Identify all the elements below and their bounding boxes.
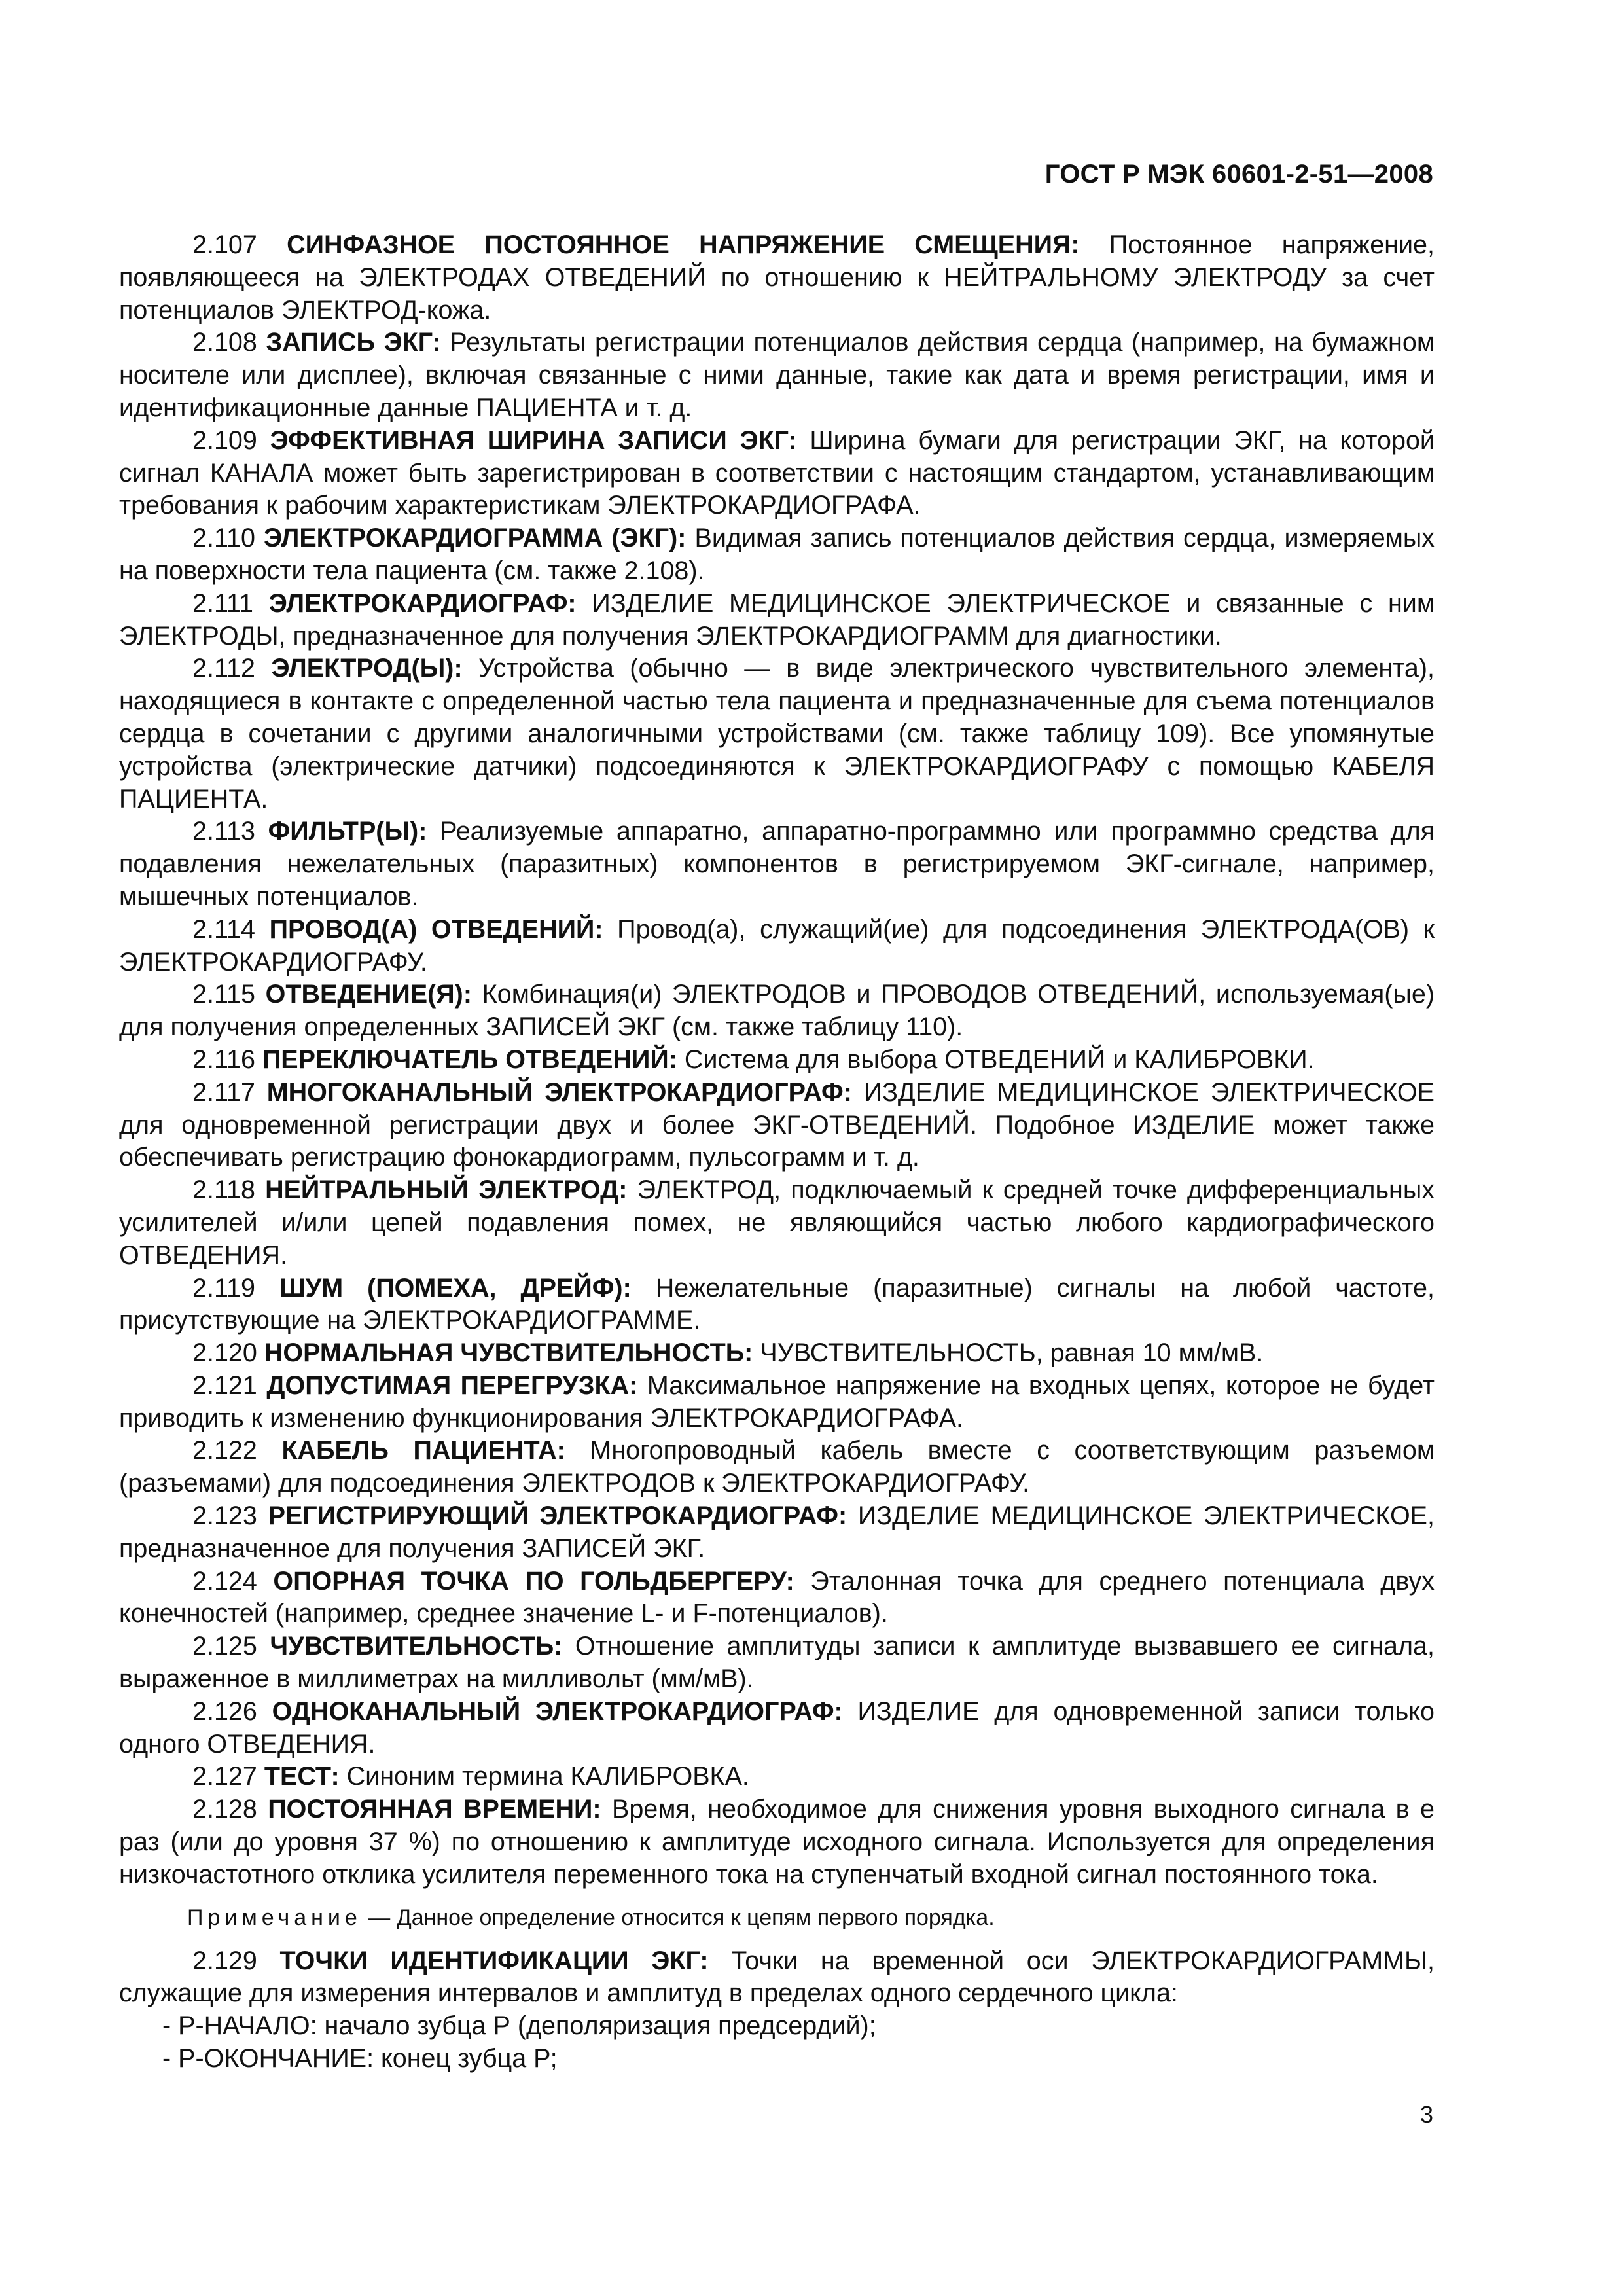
definition-number: 2.110	[192, 524, 255, 553]
definition-term: ТЕСТ:	[264, 1762, 340, 1791]
definition-paragraph	[119, 1435, 1435, 1500]
definition-text: Устройства (обычно — в виде электрического чувствительного элемента), находящиеся в контакте с определенной частью тела пациента и предназначенные для съема потенциалов сердца в сочетании с другими аналогичными устройствами (см. также таблицу 109). Все упомянутые устройства (электрические датчики) подсоединяются к ЭЛЕКТРОКАРДИОГРАФУ с помощью КАБЕЛЯ ПАЦИЕНТА.	[119, 654, 1435, 814]
definition-paragraph	[119, 978, 1435, 1044]
definition-term: ОПОРНАЯ ТОЧКА ПО ГОЛЬДБЕРГЕРУ:	[273, 1566, 794, 1596]
definition-number: 2.118	[192, 1175, 255, 1205]
standard-code-header: ГОСТ Р МЭК 60601-2-51—2008	[1044, 160, 1433, 188]
definition-paragraph	[119, 1630, 1435, 1696]
definition-term: ПРОВОД(А) ОТВЕДЕНИЙ:	[269, 914, 603, 944]
definition-number: 2.128	[192, 1795, 257, 1824]
definition-text: ЧУВСТВИТЕЛЬНОСТЬ, равная 10 мм/мВ.	[760, 1338, 1264, 1368]
definition-paragraph	[119, 1044, 1435, 1077]
definition-paragraph	[119, 522, 1435, 588]
definition-number: 2.114	[192, 914, 255, 944]
definition-number: 2.116	[192, 1045, 255, 1074]
definition-text: Максимальное напряжение на входных цепях, которое не будет приводить к изменению функционирования ЭЛЕКТРОКАРДИОГРАФА.	[119, 1371, 1435, 1433]
definition-text: Время, необходимое для снижения уровня выходного сигнала в е раз (или до уровня 37 %) по отношению к амплитуде исходного сигнала. Используется для определения низкочастотного отклика усилителя переменного тока на ступенчатый входной сигнал постоянного тока.	[119, 1795, 1435, 1889]
definition-paragraph	[119, 1761, 1435, 1793]
definition-number: 2.109	[192, 425, 257, 455]
definition-term: ФИЛЬТР(Ы):	[268, 817, 427, 846]
definition-text: Многопроводный кабель вместе с соответствующим разъемом (разъемами) для подсоединения ЭЛЕКТРОДОВ к ЭЛЕКТРОКАРДИОГРАФУ.	[119, 1436, 1435, 1498]
definition-paragraph	[119, 1077, 1435, 1174]
definition-number: 2.126	[192, 1696, 257, 1726]
definition-term: ЗАПИСЬ ЭКГ:	[266, 328, 441, 357]
definition-paragraph	[119, 1370, 1435, 1435]
definition-term: ЭЛЕКТРОКАРДИОГРАММА (ЭКГ):	[264, 524, 687, 553]
definition-number: 2.123	[192, 1501, 257, 1531]
definition-number: 2.122	[192, 1436, 257, 1465]
list-item: - Р-ОКОНЧАНИЕ: конец зубца Р;	[162, 2044, 558, 2073]
definition-paragraph	[119, 1696, 1435, 1761]
definition-number: 2.124	[192, 1566, 257, 1596]
definition-paragraph	[119, 1174, 1435, 1272]
definition-paragraph	[119, 588, 1435, 653]
definition-text: ИЗДЕЛИЕ МЕДИЦИНСКОЕ ЭЛЕКТРИЧЕСКОЕ и связанные с ним ЭЛЕКТРОДЫ, предназначенное для получения ЭЛЕКТРОКАРДИОГРАММ для диагностики.	[119, 588, 1435, 651]
definition-text: Реализуемые аппаратно, аппаратно-программно или программно средства для подавления нежелательных (паразитных) компонентов в регистрируемом ЭКГ-сигнале, например, мышечных потенциалов.	[119, 817, 1435, 911]
note-label: Примечание	[187, 1905, 362, 1930]
definition-paragraph	[119, 229, 1435, 327]
definition-text: Видимая запись потенциалов действия сердца, измеряемых на поверхности тела пациента (см. также 2.108).	[119, 524, 1435, 585]
definition-term: ЭЛЕКТРОКАРДИОГРАФ:	[268, 588, 577, 618]
definition-text: Постоянное напряжение, появляющееся на ЭЛЕКТРОДАХ ОТВЕДЕНИЙ по отношению к НЕЙТРАЛЬНОМУ ЭЛЕКТРОДУ за счет потенциалов ЭЛЕКТРОД-кожа.	[119, 230, 1435, 325]
definition-paragraph	[119, 425, 1435, 522]
definition-term: ОТВЕДЕНИЕ(Я):	[265, 980, 472, 1009]
definition-term: ПЕРЕКЛЮЧАТЕЛЬ ОТВЕДЕНИЙ:	[262, 1045, 677, 1074]
definition-term: ШУМ (ПОМЕХА, ДРЕЙФ):	[279, 1273, 632, 1302]
definition-number: 2.108	[192, 328, 257, 357]
definition-paragraph	[119, 1945, 1435, 2011]
definition-term: ЧУВСТВИТЕЛЬНОСТЬ:	[270, 1632, 563, 1661]
definition-number: 2.120	[192, 1338, 257, 1368]
definition-paragraph	[119, 1337, 1435, 1370]
definition-text: Эталонная точка для среднего потенциала двух конечностей (например, среднее значение L- и F-потенциалов).	[119, 1566, 1435, 1628]
definition-text: Нежелательные (паразитные) сигналы на любой частоте, присутствующие на ЭЛЕКТРОКАРДИОГРАММЕ.	[119, 1273, 1435, 1335]
definition-text: Комбинация(и) ЭЛЕКТРОДОВ и ПРОВОДОВ ОТВЕДЕНИЙ, используемая(ые) для получения определенных ЗАПИСЕЙ ЭКГ (см. также таблицу 110).	[119, 980, 1435, 1042]
definition-number: 2.115	[192, 980, 255, 1009]
definition-number: 2.125	[192, 1632, 257, 1661]
definition-paragraph	[119, 816, 1435, 913]
definition-term: НЕЙТРАЛЬНЫЙ ЭЛЕКТРОД:	[265, 1175, 628, 1205]
definition-term: МНОГОКАНАЛЬНЫЙ ЭЛЕКТРОКАРДИОГРАФ:	[266, 1077, 852, 1107]
document-body	[119, 229, 1435, 2075]
definition-term: ПОСТОЯННАЯ ВРЕМЕНИ:	[268, 1795, 601, 1824]
definition-number: 2.129	[192, 1946, 257, 1975]
definition-term: РЕГИСТРИРУЮЩИЙ ЭЛЕКТРОКАРДИОГРАФ:	[268, 1501, 847, 1531]
definition-paragraph	[119, 1566, 1435, 1631]
definition-text: Провод(а), служащий(ие) для подсоединения ЭЛЕКТРОДА(ОВ) к ЭЛЕКТРОКАРДИОГРАФУ.	[119, 914, 1435, 977]
definition-text: ИЗДЕЛИЕ МЕДИЦИНСКОЕ ЭЛЕКТРИЧЕСКОЕ для одновременной регистрации двух и более ЭКГ-ОТВЕДЕНИЙ. Подобное ИЗДЕЛИЕ может также обеспечивать регистрацию фонокардиограмм, пульсограмм и т. д.	[119, 1077, 1435, 1172]
definition-text: ЭЛЕКТРОД, подключаемый к средней точке дифференциальных усилителей и/или цепей подавления помех, не являющийся частью любого кардиографического ОТВЕДЕНИЯ.	[119, 1175, 1435, 1270]
definitions-list	[119, 229, 1435, 1892]
note-text: — Данное определение относится к цепям первого порядка.	[368, 1905, 995, 1930]
definition-term: ТОЧКИ ИДЕНТИФИКАЦИИ ЭКГ:	[279, 1946, 709, 1975]
list-item: - Р-НАЧАЛО: начало зубца Р (деполяризация предсердий);	[162, 2011, 876, 2041]
definition-text: Система для выбора ОТВЕДЕНИЙ и КАЛИБРОВКИ.	[684, 1045, 1315, 1074]
definition-number: 2.111	[192, 588, 253, 618]
definition-paragraph	[119, 914, 1435, 979]
definition-number: 2.127	[192, 1762, 257, 1791]
definition-term: ЭЛЕКТРОД(Ы):	[271, 654, 463, 683]
definition-text: ИЗДЕЛИЕ МЕДИЦИНСКОЕ ЭЛЕКТРИЧЕСКОЕ, предназначенное для получения ЗАПИСЕЙ ЭКГ.	[119, 1501, 1435, 1563]
definition-paragraph	[119, 1793, 1435, 1891]
definition-number: 2.112	[192, 654, 255, 683]
definition-term: ДОПУСТИМАЯ ПЕРЕГРУЗКА:	[266, 1371, 638, 1400]
definition-paragraph	[119, 1272, 1435, 1338]
definition-term: ЭФФЕКТИВНАЯ ШИРИНА ЗАПИСИ ЭКГ:	[270, 425, 797, 455]
definition-paragraph	[119, 1500, 1435, 1566]
definition-text: Отношение амплитуды записи к амплитуде вызвавшего ее сигнала, выраженное в миллиметрах на милливольт (мм/мВ).	[119, 1632, 1435, 1694]
definition-text: Ширина бумаги для регистрации ЭКГ, на которой сигнал КАНАЛА может быть зарегистрирован в соответствии с настоящим стандартом, устанавливающим требования к рабочим характеристикам ЭЛЕКТРОКАРДИОГРАФА.	[119, 425, 1435, 520]
page-number: 3	[1419, 2101, 1433, 2128]
definition-term: СИНФАЗНОЕ ПОСТОЯННОЕ НАПРЯЖЕНИЕ СМЕЩЕНИЯ:	[287, 230, 1080, 259]
definition-number: 2.107	[192, 230, 257, 259]
definition-term: ОДНОКАНАЛЬНЫЙ ЭЛЕКТРОКАРДИОГРАФ:	[272, 1696, 843, 1726]
definition-text: Синоним термина КАЛИБРОВКА.	[346, 1762, 749, 1791]
definition-paragraph	[119, 327, 1435, 424]
note	[119, 1902, 1435, 1933]
definition-paragraph	[119, 653, 1435, 816]
definition-number: 2.117	[192, 1077, 255, 1107]
definition-number: 2.119	[192, 1273, 255, 1302]
definition-text: ИЗДЕЛИЕ для одновременной записи только одного ОТВЕДЕНИЯ.	[119, 1696, 1435, 1759]
definition-number: 2.113	[192, 817, 255, 846]
definition-text: Точки на временной оси ЭЛЕКТРОКАРДИОГРАММЫ, служащие для измерения интервалов и амплитуд в пределах одного сердечного цикла:	[119, 1946, 1435, 2008]
definition-term: НОРМАЛЬНАЯ ЧУВСТВИТЕЛЬНОСТЬ:	[264, 1338, 753, 1368]
definition-text: Результаты регистрации потенциалов действия сердца (например, на бумажном носителе или дисплее), включая связанные с ними данные, такие как дата и время регистрации, имя и идентификационные данные ПАЦИЕНТА и т. д.	[119, 328, 1435, 422]
definition-term: КАБЕЛЬ ПАЦИЕНТА:	[281, 1436, 565, 1465]
definition-number: 2.121	[192, 1371, 257, 1400]
